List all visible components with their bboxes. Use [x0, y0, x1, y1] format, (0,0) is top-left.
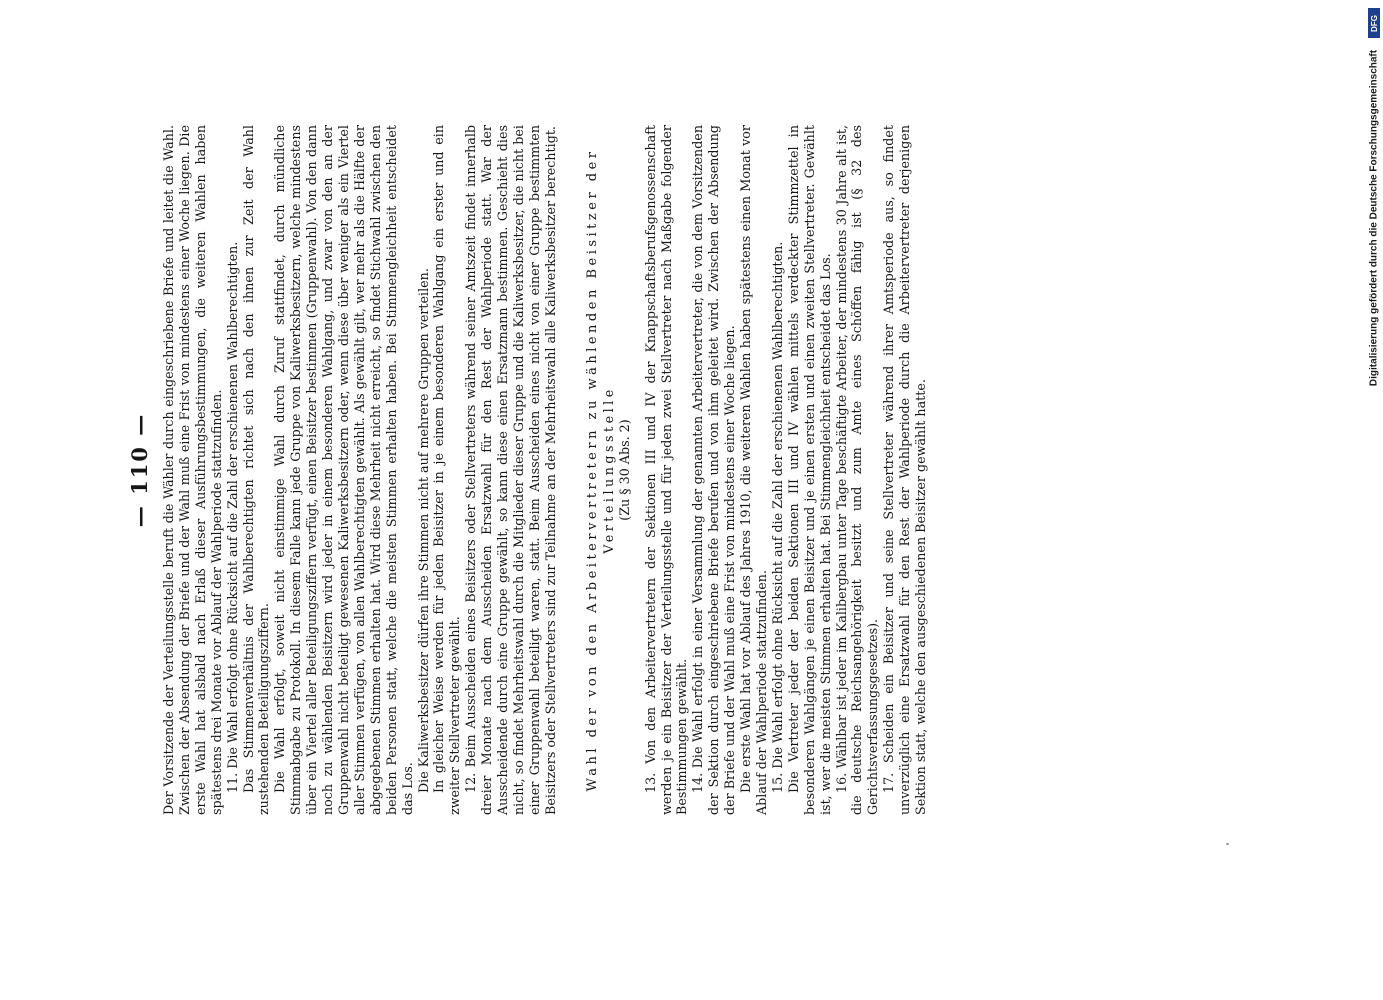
- paragraph: Die Wahl erfolgt, soweit nicht einstimmige Wahl durch Zuruf stattfindet, durch mündliche Stimmabgabe zu Protokoll. In diesem Falle kann jede Gruppe von Kaliwerksbesitzern, welche mindestens über ein Viertel aller Beteiligungsziffern verfügt, einen Beisitzer bestimmen (Gruppenwahl). Von den dann noch zu wählenden Beisitzern wird jeder in einem besonderen Wahlgang, und zwar von den an der Gruppenwahl nicht beteiligt gewesenen Kaliwerksbesitzern oder, wenn diese über weniger als ein Viertel aller Stimmen verfügen, von allen Wahlberechtigten gewählt. Als gewählt gilt, wer mehr als die Hälfte der abgegebenen Stimmen erhalten hat. Wird diese Mehrheit nicht erreicht, so findet Stichwahl zwischen den beiden Personen statt, welche die meisten Stimmen erhalten haben. Bei Stimmengleichheit entscheidet das Los.: [272, 125, 415, 815]
- section-subtitle: (Zu § 30 Abs. 2): [616, 419, 632, 521]
- dfg-logo-text: DFG: [1369, 14, 1379, 32]
- paragraph: 12. Beim Ausscheiden eines Beisitzers oder Stellvertreters während seiner Amtszeit findet innerhalb dreier Monate nach dem Ausscheiden Ersatzwahl für den Rest der Wahlperiode statt. War der Ausscheidende durch eine Gruppe gewählt, so kann diese einen Ersatzmann bestimmen. Geschieht dies nicht, so findet Mehrheitswahl durch die Mitglieder dieser Gruppe und die Kaliwerksbesitzer, die nicht bei einer Gruppenwahl beteiligt waren, statt. Beim Ausscheiden eines nicht von einer Gruppe bestimmten Beisitzers oder Stellvertreters sind zur Teilnahme an der Mehrheitswahl alle Kaliwerksbesitzer berechtigt.: [463, 125, 558, 815]
- page-number: — 110 —: [127, 412, 152, 528]
- credit-text: Digitalisierung gefördert durch die Deutsche Forschungsgemeinschaft: [1368, 49, 1380, 387]
- paragraph: 17. Scheiden ein Beisitzer und seine Stellvertreter während ihrer Amtsperiode aus, so findet unverzüglich eine Ersatzwahl für den Rest der Wahlperiode durch die Arbeitervertreter derjenigen Sektion statt, welche den ausgeschiedenen Beisitzer gewählt hatte.: [881, 125, 929, 815]
- paragraph: In gleicher Weise werden für jeden Beisitzer in je einem besonderen Wahlgang ein erster und ein zweiter Stellvertreter gewählt.: [431, 125, 463, 815]
- section-title: Wahl der von den Arbeitervertretern zu wählenden Beisitzer der: [584, 148, 600, 792]
- rotated-text-block: [127, 125, 1217, 815]
- paragraph: Die Kaliwerksbesitzer dürfen ihre Stimmen nicht auf mehrere Gruppen verteilen.: [415, 268, 431, 793]
- paragraph: Die Vertreter jeder der beiden Sektionen III und IV wählen mittels verdeckter Stimmzettel in besonderen Wahlgängen je einen Beisitzer und je einen ersten und einen zweiten Stellvertreter. Gewählt ist, wer die meisten Stimmen erhalten hat. Bei Stimmengleichheit entscheidet das Los.: [785, 125, 833, 815]
- digitization-credit: [1368, 8, 1381, 390]
- paragraph: 14. Die Wahl erfolgt in einer Versammlung der genannten Arbeitervertreter, die von dem Vorsitzenden der Sektion durch eingeschriebene Briefe berufen und von ihm geleitet wird. Zwischen der Absendung der Briefe und der Wahl muß eine Frist von mindestens einer Woche liegen.: [690, 125, 738, 815]
- scan-speck: [1226, 843, 1229, 845]
- paragraph: 15. Die Wahl erfolgt ohne Rücksicht auf die Zahl der erschienenen Wahlberechtigten.: [769, 241, 785, 793]
- paragraph: Der Vorsitzende der Verteilungsstelle beruft die Wähler durch eingeschriebene Briefe und leitet die Wahl. Zwischen der Absendung der Briefe und der Wahl muß eine Frist von mindestens einer Woche liegen. Die erste Wahl hat alsbald nach Erlaß dieser Ausführungsbestimmungen, die weiteren Wahlen haben spätestens drei Monate vor Ablauf der Wahlperiode stattzufinden.: [161, 125, 224, 815]
- paragraph: 16. Wählbar ist jeder im Kalibergbau unter Tage beschäftigte Arbeiter, der mindestens 30 Jahre alt ist, die deutsche Reichsangehörigkeit besitzt und zum Amte eines Schöffen fähig ist (§ 32 des Gerichtsverfassungsgesetzes).: [833, 125, 881, 815]
- section-title-line2: Verteilungsstelle: [600, 386, 616, 554]
- paragraph: Die erste Wahl hat vor Ablauf des Jahres 1910, die weiteren Wahlen haben spätestens einen Monat vor Ablauf der Wahlperiode stattzufinden.: [738, 125, 769, 815]
- paragraph: Das Stimmenverhältnis der Wahlberechtigten richtet sich nach den ihnen zur Zeit der Wahl zustehenden Beteiligungsziffern.: [240, 125, 272, 815]
- paragraph: 13. Von den Arbeitervertretern der Sektionen III und IV der Knappschaftsberufsgenossenschaft werden je ein Beisitzer der Verteilungsstelle und für jeden zwei Stellvertreter nach Maßgabe folgender Bestimmungen gewählt.: [642, 125, 690, 815]
- dfg-logo-icon: [1368, 8, 1380, 38]
- paragraph: 11. Die Wahl erfolgt ohne Rücksicht auf die Zahl der erschienenen Wahlberechtigten.: [224, 241, 240, 793]
